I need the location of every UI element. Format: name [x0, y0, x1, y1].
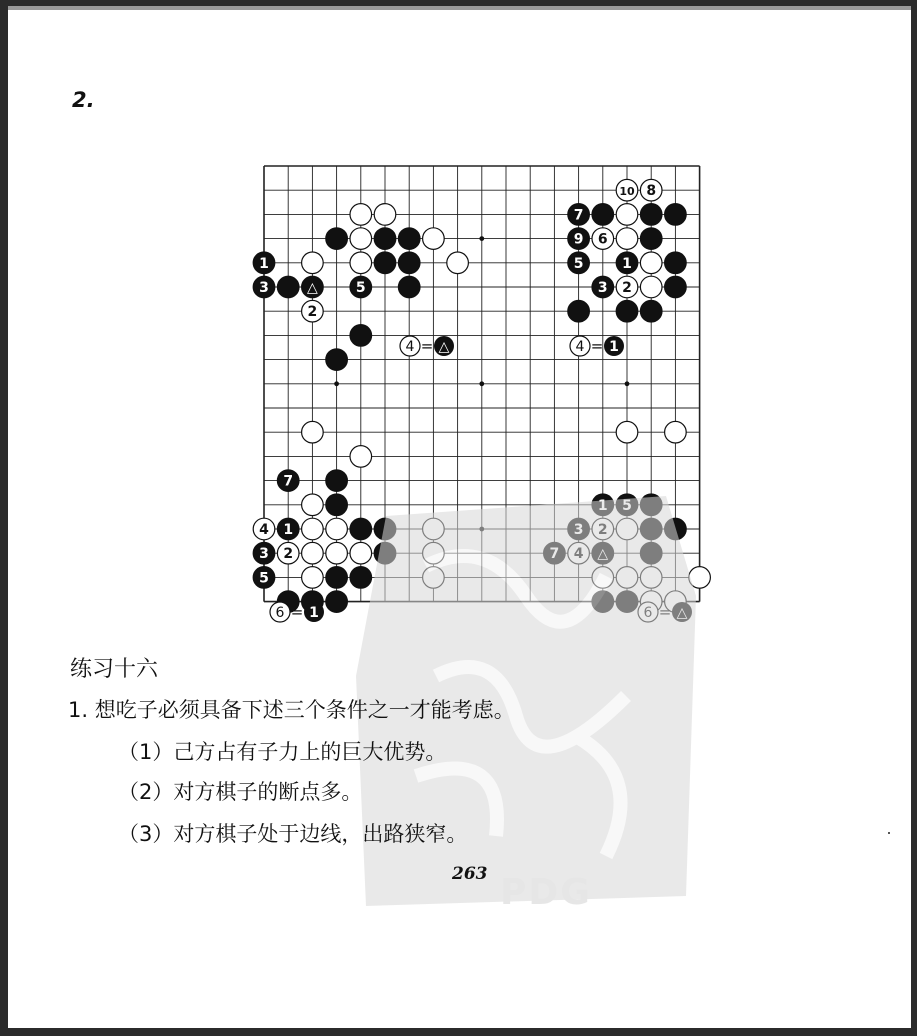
star-point: [625, 381, 630, 386]
white-stone: [302, 518, 324, 540]
stone-label: 3: [259, 280, 269, 296]
exercise-title: 练习十六: [70, 657, 159, 682]
white-stone: [350, 228, 372, 250]
stone-label: 5: [355, 280, 366, 296]
black-stone: [350, 325, 372, 347]
stone-label: 9: [573, 231, 584, 248]
stone-label: 3: [259, 546, 269, 563]
black-stone: [326, 228, 348, 250]
text-line-2: （1）己方占有子力上的巨大优势。: [118, 740, 447, 764]
note-label-b: 1: [609, 339, 619, 355]
white-stone: [640, 252, 662, 274]
black-stone: [277, 276, 299, 298]
note-label-b: △: [438, 339, 450, 355]
black-stone: [616, 300, 638, 322]
star-point: [479, 236, 484, 241]
stone-label: 2: [622, 280, 632, 296]
black-stone: [398, 228, 420, 250]
note-equals: =: [590, 337, 604, 355]
stone-label: 1: [622, 255, 632, 272]
stone-label: 6: [597, 231, 608, 248]
text-line-4: （3）对方棋子处于边线，出路狭窄。: [118, 822, 468, 846]
stone-label: 1: [259, 255, 269, 272]
white-stone: [640, 276, 662, 298]
white-stone: [665, 421, 687, 443]
black-stone: [665, 252, 687, 274]
white-stone: [350, 204, 372, 226]
stone-label: 7: [283, 473, 294, 490]
page-top-edge: [8, 6, 911, 10]
black-stone: [665, 276, 687, 298]
white-stone: [423, 228, 445, 250]
black-stone: [592, 204, 614, 226]
black-stone: [640, 228, 662, 250]
white-stone: [350, 252, 372, 274]
white-stone: [302, 421, 324, 443]
black-stone: [568, 300, 590, 322]
document-page: [8, 6, 911, 1028]
black-stone: [640, 204, 662, 226]
black-stone: [326, 470, 348, 492]
black-stone: [326, 349, 348, 371]
stone-label: 2: [307, 304, 318, 321]
problem-number: 2.: [72, 88, 95, 112]
black-stone: [398, 252, 420, 274]
white-stone: [447, 252, 469, 274]
stone-label: 10: [619, 185, 635, 199]
black-stone: [326, 567, 348, 589]
watermark-text: PDG: [500, 872, 592, 913]
note-label-a: 6: [275, 605, 285, 621]
white-stone: [326, 542, 348, 564]
stone-label: 5: [573, 255, 584, 272]
white-stone: [616, 228, 638, 250]
note-label-b: 1: [309, 605, 319, 621]
white-stone: [326, 518, 348, 540]
page-number: 263: [452, 864, 488, 884]
text-line-3: （2）对方棋子的断点多。: [118, 780, 363, 804]
star-point: [334, 381, 339, 386]
star-point: [479, 381, 484, 386]
black-stone: [326, 494, 348, 516]
white-stone: [616, 421, 638, 443]
note-label-a: 4: [575, 339, 585, 355]
stone-label: 4: [259, 522, 269, 538]
stone-label: 8: [646, 183, 657, 200]
scan-speck: [888, 832, 890, 834]
black-stone: [398, 276, 420, 298]
stone-label: 1: [283, 522, 294, 538]
text-line-1: 1. 想吃子必须具备下述三个条件之一才能考虑。: [68, 698, 515, 722]
white-stone: [302, 567, 324, 589]
white-stone: [616, 204, 638, 226]
note-equals: =: [290, 603, 304, 621]
note-label-a: 4: [405, 339, 415, 355]
black-stone: [640, 300, 662, 322]
note-equals: =: [420, 337, 434, 355]
black-stone: [374, 228, 396, 250]
white-stone: [350, 446, 372, 468]
black-stone: [326, 591, 348, 613]
stone-label: △: [307, 280, 318, 296]
white-stone: [302, 494, 324, 516]
white-stone: [302, 252, 324, 274]
stone-label: 7: [573, 207, 584, 224]
stone-label: 3: [597, 280, 608, 296]
stone-label: 5: [259, 570, 269, 587]
white-stone: [302, 542, 324, 564]
white-stone: [374, 204, 396, 226]
black-stone: [665, 204, 687, 226]
stone-label: 2: [283, 546, 294, 563]
black-stone: [374, 252, 396, 274]
